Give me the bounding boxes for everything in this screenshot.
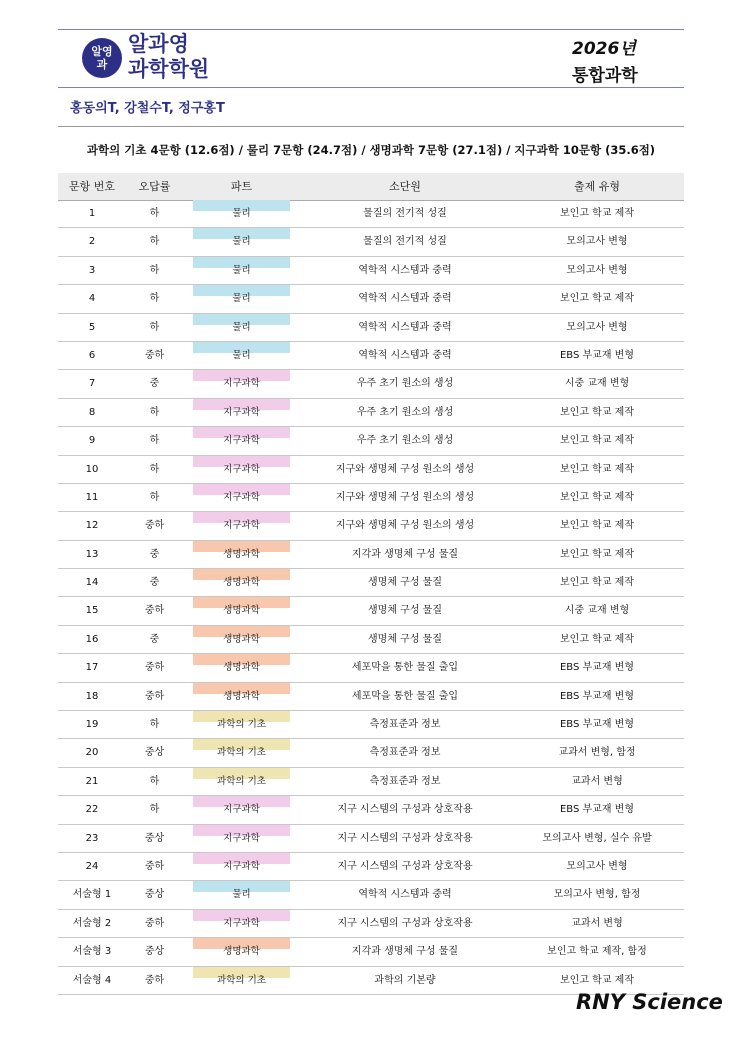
error-rate: 하 [149,804,160,816]
header-part: 파트 [230,180,253,193]
question-number: 9 [88,435,96,447]
error-rate: 하 [149,435,160,447]
subunit: 지각과 생명체 구성 물질 [351,548,459,560]
question-type: 보인고 학교 제작 [560,208,634,219]
table-row [58,683,684,711]
subunit: 지구 시스템의 구성과 상호작용 [337,832,473,844]
table-row [58,853,684,881]
table-row [58,654,684,682]
question-type: 시중 교재 변형 [564,605,630,617]
academy-logo-text [128,32,209,82]
question-type: 교과서 변형, 함정 [558,747,636,759]
question-number: 12 [85,520,99,532]
subunit: 우주 초기 원소의 생성 [356,406,454,418]
subunit: 과학의 기본량 [374,974,436,986]
error-rate: 중 [149,577,160,589]
subunit: 지구 시스템의 구성과 상호작용 [337,804,473,816]
part-tag: 생명과학 [193,683,290,694]
question-number: 14 [85,577,99,589]
part-tag: 과학의 기초 [193,739,290,750]
part-tag: 물리 [193,257,290,268]
header-error-rate: 오답률 [138,180,171,193]
table-header [58,173,684,201]
teacher-rule [58,126,684,127]
score-summary: 과학의 기초 4문항 (12.6점) / 물리 7문항 (24.7점) / 생명과학 7문항 (27.1점) / 지구과학 10문항 (35.6점) [86,143,656,157]
error-rate: 하 [149,293,160,305]
part-tag: 지구과학 [193,399,290,410]
table-row [58,541,684,569]
table-row [58,910,684,938]
error-rate: 하 [149,208,160,219]
question-type: 시중 교재 변형 [564,378,630,390]
part-tag: 생명과학 [193,654,290,665]
table-row [58,739,684,767]
subunit: 세포막을 통한 물질 출입 [351,662,459,674]
part-tag: 과학의 기초 [193,711,290,722]
table-row [58,200,684,228]
brand-footer: RNY Science [576,990,723,1014]
question-number: 8 [88,406,96,418]
question-number: 21 [85,775,99,787]
table-row [58,881,684,909]
subunit: 측정표준과 정보 [369,719,441,731]
part-tag: 물리 [193,285,290,296]
part-tag: 지구과학 [193,825,290,836]
table-row [58,285,684,313]
error-rate: 중하 [144,520,165,532]
question-number: 6 [88,349,96,361]
table-row [58,597,684,625]
question-type: EBS 부교재 변형 [559,662,634,674]
question-table [58,200,684,995]
logo-emblem-top: 알영 [91,45,113,58]
question-type: 보인고 학교 제작, 함정 [547,946,647,958]
part-tag: 지구과학 [193,370,290,381]
question-type: 모의고사 변형, 실수 유발 [542,832,652,844]
subunit: 생명체 구성 물질 [368,605,442,617]
header-question-number: 문항 번호 [68,180,115,193]
subunit: 지구 시스템의 구성과 상호작용 [337,860,473,872]
part-tag: 물리 [193,200,290,211]
subunit: 생명체 구성 물질 [368,577,442,589]
error-rate: 중 [149,378,160,390]
question-number: 서술형 2 [72,917,112,929]
error-rate: 하 [149,775,160,787]
subunit: 측정표준과 정보 [369,775,441,787]
part-tag: 지구과학 [193,456,290,467]
table-row [58,314,684,342]
error-rate: 하 [149,719,160,731]
question-type: 보인고 학교 제작 [560,520,634,532]
error-rate: 중상 [144,832,165,844]
question-number: 13 [85,548,99,560]
part-tag: 물리 [193,342,290,353]
error-rate: 중하 [144,605,165,617]
exam-subject: 통합과학 [572,66,638,86]
question-type: 보인고 학교 제작 [560,577,634,589]
question-number: 7 [88,378,96,390]
subunit: 세포막을 통한 물질 출입 [351,690,459,702]
table-row [58,938,684,966]
table-row [58,512,684,540]
part-tag: 물리 [193,314,290,325]
table-row [58,768,684,796]
question-number: 15 [85,605,99,617]
error-rate: 하 [149,406,160,418]
question-type: 보인고 학교 제작 [560,463,634,475]
subunit: 물질의 전기적 성질 [363,208,447,219]
error-rate: 하 [149,264,160,276]
part-tag: 지구과학 [193,796,290,807]
academy-logo-emblem [82,38,122,78]
logo-line-1: 알과영 [128,32,189,56]
error-rate: 중 [149,548,160,560]
subunit: 지구 시스템의 구성과 상호작용 [337,917,473,929]
error-rate: 중상 [144,946,165,958]
error-rate: 중하 [144,917,165,929]
question-type: EBS 부교재 변형 [559,349,634,361]
question-number: 23 [85,832,99,844]
question-type: 보인고 학교 제작 [560,548,634,560]
table-row [58,456,684,484]
question-number: 4 [88,293,96,305]
subunit: 지구와 생명체 구성 원소의 생성 [335,491,475,503]
question-number: 20 [85,747,99,759]
error-rate: 하 [149,463,160,475]
question-number: 5 [88,321,96,333]
subunit: 역학적 시스템과 중력 [358,293,452,305]
part-tag: 생명과학 [193,597,290,608]
table-row [58,370,684,398]
subunit: 역학적 시스템과 중력 [358,349,452,361]
question-type: 모의고사 변형 [566,236,628,248]
logo-line-2: 과학학원 [128,57,210,81]
subunit: 물질의 전기적 성질 [363,236,447,248]
question-number: 18 [85,690,99,702]
error-rate: 하 [149,236,160,248]
subunit: 우주 초기 원소의 생성 [356,378,454,390]
question-type: EBS 부교재 변형 [559,690,634,702]
question-type: 모의고사 변형, 함정 [553,889,641,901]
error-rate: 중상 [144,747,165,759]
subunit: 지각과 생명체 구성 물질 [351,946,459,958]
part-tag: 지구과학 [193,512,290,523]
table-row [58,257,684,285]
question-number: 서술형 3 [72,946,112,958]
question-type: EBS 부교재 변형 [559,719,634,731]
table-row [58,399,684,427]
question-number: 10 [85,463,99,475]
subunit: 지구와 생명체 구성 원소의 생성 [335,463,475,475]
question-type: 보인고 학교 제작 [560,491,634,503]
table-row [58,427,684,455]
error-rate: 중상 [144,889,165,901]
table-row [58,228,684,256]
table-row [58,825,684,853]
part-tag: 과학의 기초 [193,967,290,978]
question-number: 서술형 1 [72,889,112,901]
question-type: 교과서 변형 [571,917,623,929]
part-tag: 지구과학 [193,427,290,438]
question-number: 17 [85,662,99,674]
part-tag: 지구과학 [193,484,290,495]
question-number: 2 [88,236,96,248]
part-tag: 지구과학 [193,910,290,921]
error-rate: 중하 [144,662,165,674]
error-rate: 중하 [144,690,165,702]
question-type: EBS 부교재 변형 [559,804,634,816]
question-type: 보인고 학교 제작 [560,406,634,418]
part-tag: 물리 [193,228,290,239]
error-rate: 중하 [144,974,165,986]
part-tag: 생명과학 [193,569,290,580]
table-row [58,342,684,370]
header-question-type: 출제 유형 [573,180,620,193]
question-number: 19 [85,719,99,731]
question-number: 3 [88,264,96,276]
header-subunit: 소단원 [389,180,421,193]
error-rate: 중하 [144,860,165,872]
part-tag: 과학의 기초 [193,768,290,779]
question-type: 모의고사 변형 [566,321,628,333]
table-row [58,626,684,654]
subunit: 측정표준과 정보 [369,747,441,759]
question-type: 보인고 학교 제작 [560,974,634,986]
table-row [58,484,684,512]
top-rule [58,29,684,30]
error-rate: 중 [149,633,160,645]
part-tag: 지구과학 [193,853,290,864]
subunit: 역학적 시스템과 중력 [358,889,452,901]
logo-emblem-bottom: 과 [96,58,108,71]
question-type: 보인고 학교 제작 [560,435,634,447]
part-tag: 물리 [193,881,290,892]
part-tag: 생명과학 [193,626,290,637]
question-number: 1 [88,208,96,219]
subunit: 역학적 시스템과 중력 [358,264,452,276]
table-row [58,796,684,824]
question-type: 보인고 학교 제작 [560,293,634,305]
question-type: 보인고 학교 제작 [560,633,634,645]
question-type: 모의고사 변형 [566,264,628,276]
question-number: 24 [85,860,99,872]
question-type: 교과서 변형 [571,775,623,787]
header-rule [58,87,684,88]
question-number: 11 [85,491,99,503]
question-number: 16 [85,633,99,645]
subunit: 지구와 생명체 구성 원소의 생성 [335,520,475,532]
table-row [58,711,684,739]
error-rate: 중하 [144,349,165,361]
question-type: 모의고사 변형 [566,860,628,872]
part-tag: 생명과학 [193,938,290,949]
exam-year: 2026년 [572,39,636,59]
part-tag: 생명과학 [193,541,290,552]
subunit: 역학적 시스템과 중력 [358,321,452,333]
teacher-list: 홍동의T, 강철수T, 정구홍T [70,101,225,116]
subunit: 생명체 구성 물질 [368,633,442,645]
error-rate: 하 [149,491,160,503]
question-number: 22 [85,804,99,816]
table-row [58,569,684,597]
subunit: 우주 초기 원소의 생성 [356,435,454,447]
question-number: 서술형 4 [72,974,112,986]
error-rate: 하 [149,321,160,333]
